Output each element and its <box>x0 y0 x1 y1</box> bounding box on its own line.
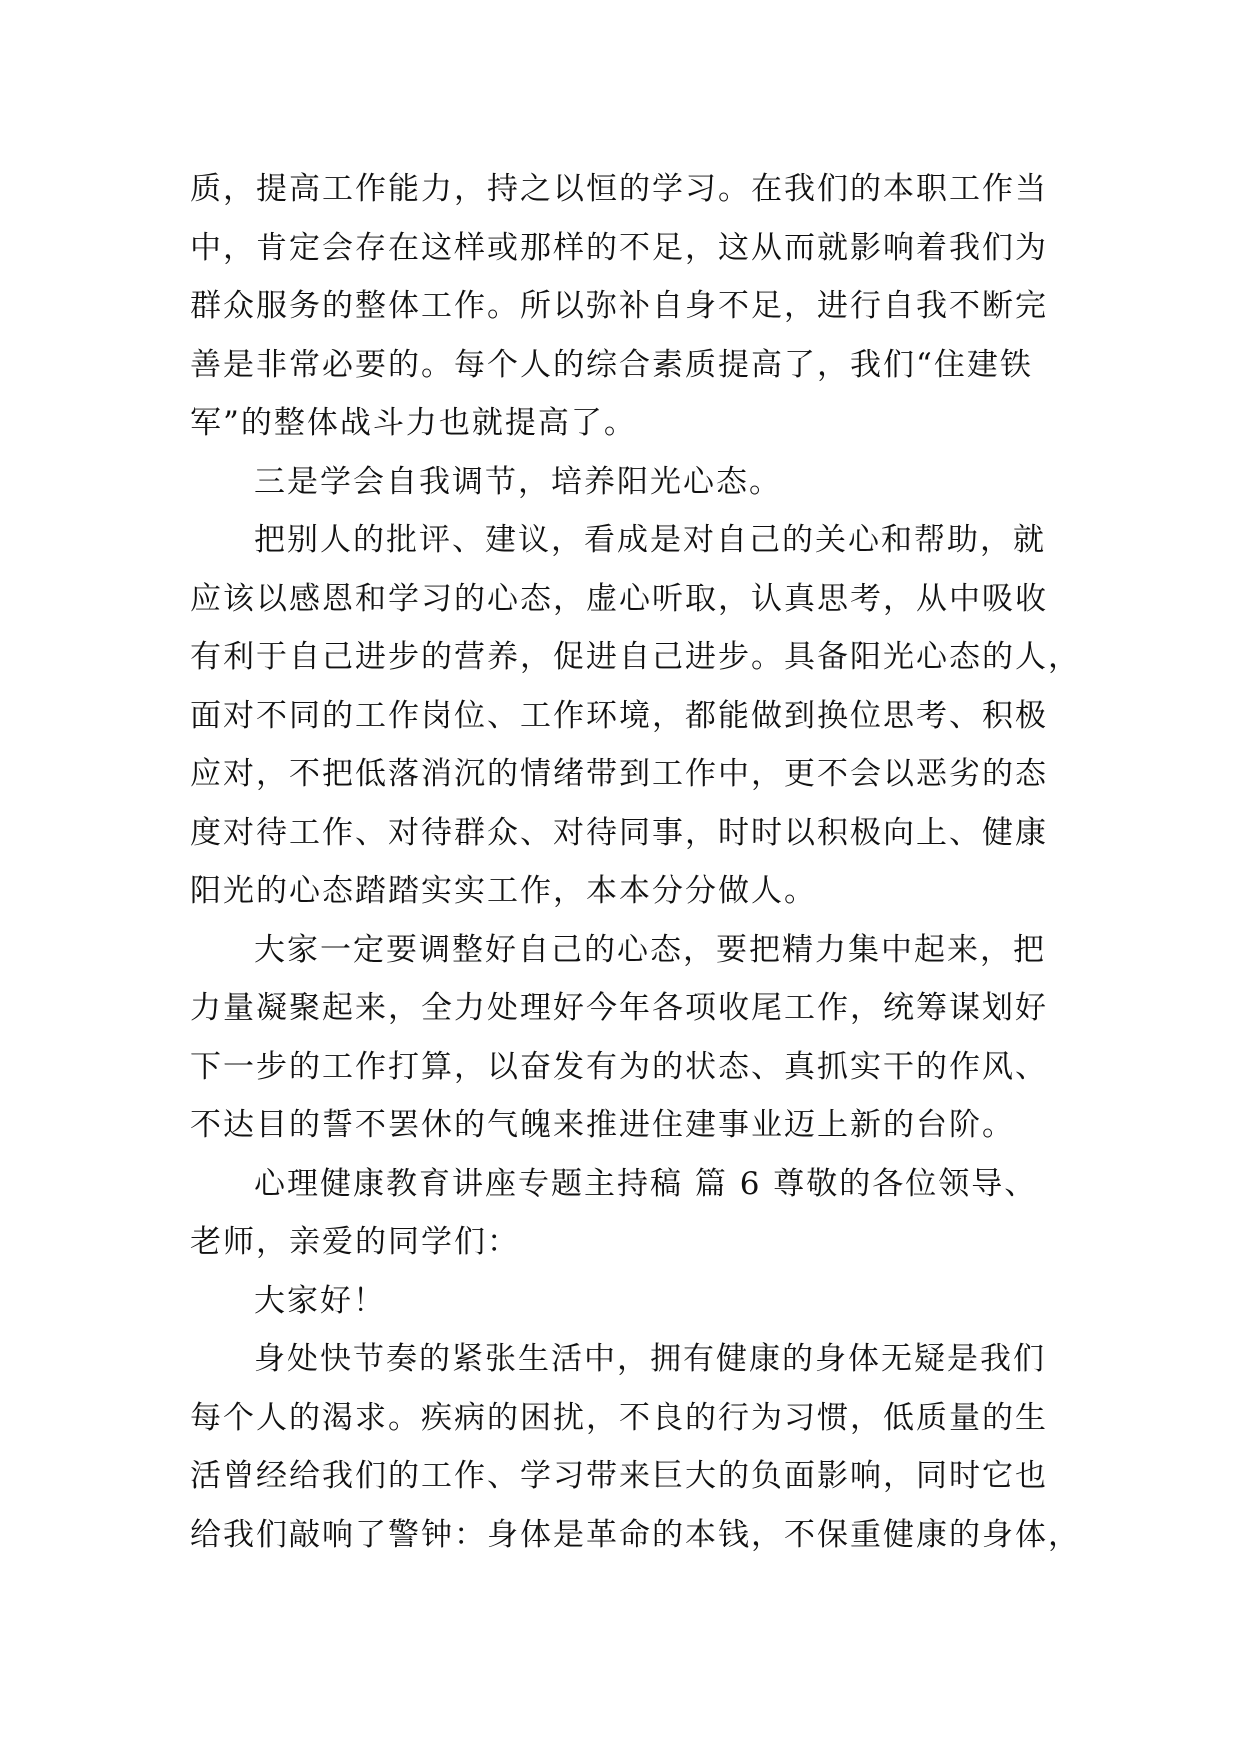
document-body <box>190 160 1081 1564</box>
text-line: 群众服务的整体工作。所以弥补自身不足，进行自我不断完 <box>190 288 1048 324</box>
text-line: 下一步的工作打算，以奋发有为的状态、真抓实干的作风、 <box>190 1048 1048 1085</box>
text-line: 大家好！ <box>254 1282 386 1319</box>
text-line: 善是非常必要的。每个人的综合素质提高了，我们“住建铁 <box>190 346 1033 383</box>
text-line: 力量凝聚起来，全力处理好今年各项收尾工作，统筹谋划好 <box>190 990 1048 1026</box>
text-line: 把别人的批评、建议，看成是对自己的关心和帮助，就 <box>254 522 1046 558</box>
text-line: 阳光的心态踏踏实实工作，本本分分做人。 <box>190 873 817 909</box>
text-line: 军”的整体战斗力也就提高了。 <box>190 405 637 441</box>
text-line: 身处快节奏的紧张生活中，拥有健康的身体无疑是我们 <box>254 1341 1046 1377</box>
text-line: 中，肯定会存在这样或那样的不足，这从而就影响着我们为 <box>190 229 1048 266</box>
text-line: 不达目的誓不罢休的气魄来推进住建事业迈上新的台阶。 <box>190 1107 1015 1143</box>
text-line: 有利于自己进步的营养，促进自己进步。具备阳光心态的人， <box>190 639 1081 675</box>
text-line: 老师，亲爱的同学们： <box>190 1224 520 1260</box>
text-line: 大家一定要调整好自己的心态，要把精力集中起来，把 <box>254 931 1046 968</box>
text-line: 每个人的渴求。疾病的困扰，不良的行为习惯，低质量的生 <box>190 1399 1048 1436</box>
text-line: 三是学会自我调节，培养阳光心态。 <box>254 463 782 500</box>
text-line: 质，提高工作能力，持之以恒的学习。在我们的本职工作当 <box>190 171 1048 207</box>
text-line: 心理健康教育讲座专题主持稿 篇 6 尊敬的各位领导、 <box>254 1165 1038 1202</box>
text-line: 应该以感恩和学习的心态，虚心听取，认真思考，从中吸收 <box>190 580 1048 617</box>
text-line: 活曾经给我们的工作、学习带来巨大的负面影响，同时它也 <box>190 1458 1048 1494</box>
text-line: 度对待工作、对待群众、对待同事，时时以积极向上、健康 <box>190 814 1048 851</box>
text-line: 给我们敲响了警钟：身体是革命的本钱，不保重健康的身体， <box>190 1516 1081 1553</box>
text-line: 面对不同的工作岗位、工作环境，都能做到换位思考、积极 <box>190 697 1048 734</box>
text-line: 应对，不把低落消沉的情绪带到工作中，更不会以恶劣的态 <box>190 756 1048 792</box>
